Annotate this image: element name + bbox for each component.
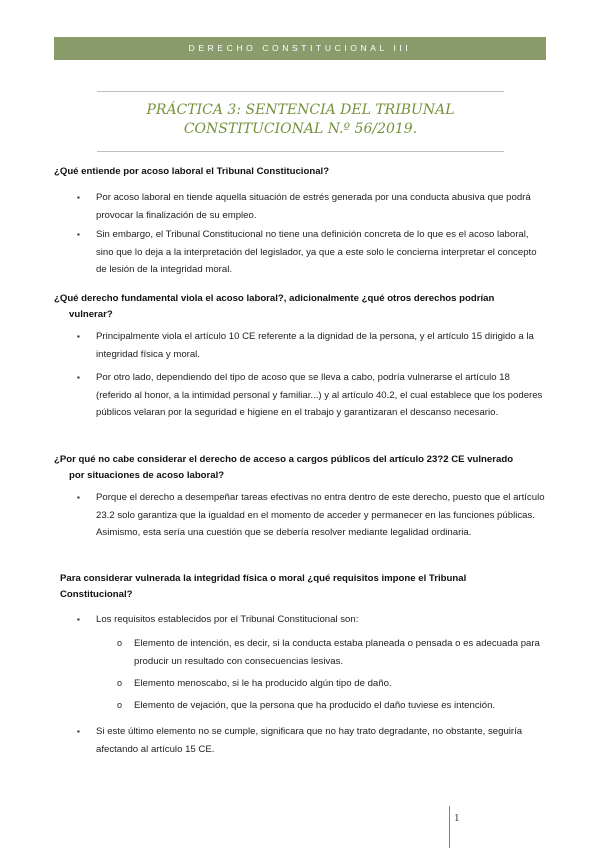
- page-title: [97, 101, 504, 139]
- bullet-icon: ▪: [77, 373, 80, 382]
- course-header-band: [54, 37, 546, 60]
- list-item: [77, 489, 547, 542]
- list-item: [77, 328, 547, 363]
- list-item: [77, 226, 547, 279]
- bullet-text: Si este último elemento no se cumple, significara que no hay trato degradante, no obstante, seguiría afectando al artículo 15 CE.: [96, 726, 523, 755]
- question-4-line-1: Para considerar vulnerada la integridad física o moral ¿qué requisitos impone el Tribunal: [60, 573, 467, 584]
- sub-bullet-text: Elemento menoscabo, si le ha producido algún tipo de daño.: [134, 678, 392, 689]
- question-4: [60, 571, 560, 603]
- sub-list-item: [117, 675, 547, 693]
- footer-divider: [449, 806, 450, 848]
- sub-bullet-text: Elemento de intención, es decir, si la conducta estaba planeada o pensada o es adecuada para producir un resultado con consecuencias lesivas.: [134, 638, 540, 667]
- bullet-icon: ▪: [77, 727, 80, 736]
- question-3-line-2: por situaciones de acoso laboral?: [69, 470, 225, 481]
- list-item: [77, 611, 547, 629]
- list-item: [77, 189, 547, 224]
- circle-bullet-icon: o: [117, 700, 123, 710]
- list-item: [77, 723, 547, 758]
- question-1: ¿Qué entiende por acoso laboral el Tribunal Constitucional?: [54, 166, 330, 177]
- list-item: [77, 369, 547, 422]
- bullet-icon: ▪: [77, 193, 80, 202]
- question-3: [54, 452, 554, 484]
- question-4-line-2: Constitucional?: [60, 589, 133, 600]
- title-bottom-rule: [97, 151, 504, 152]
- bullet-icon: ▪: [77, 332, 80, 341]
- sub-list-item: [117, 697, 547, 715]
- page-number: 1: [454, 812, 460, 824]
- title-line-1: PRÁCTICA 3: SENTENCIA DEL TRIBUNAL: [146, 102, 455, 118]
- question-3-line-1: ¿Por qué no cabe considerar el derecho de acceso a cargos públicos del artículo 23?2 CE vulnerado: [54, 454, 514, 465]
- bullet-icon: ▪: [77, 230, 80, 239]
- title-line-2: CONSTITUCIONAL N.º 56/2019.: [183, 121, 418, 137]
- bullet-text: Sin embargo, el Tribunal Constitucional no tiene una definición concreta de lo que es el acoso laboral, sino que lo deja a la interpretación del legislador, ya que a este solo le concierna interpretar el concepto de lesión de la integridad moral.: [96, 229, 537, 275]
- bullet-icon: ▪: [77, 493, 80, 502]
- bullet-text: Principalmente viola el artículo 10 CE referente a la dignidad de la persona, y el artículo 15 dirigido a la integridad física y moral.: [96, 331, 534, 360]
- sub-list-item: [117, 635, 547, 670]
- question-2-line-1: ¿Qué derecho fundamental viola el acoso laboral?, adicionalmente ¿qué otros derechos podrían: [54, 293, 495, 304]
- bullet-icon: ▪: [77, 615, 80, 624]
- course-name: DERECHO CONSTITUCIONAL III: [188, 43, 412, 53]
- sub-bullet-text: Elemento de vejación, que la persona que ha producido el daño tuviese es intención.: [134, 700, 496, 711]
- circle-bullet-icon: o: [117, 638, 123, 648]
- question-2: [54, 291, 554, 323]
- question-2-line-2: vulnerar?: [69, 309, 113, 320]
- circle-bullet-icon: o: [117, 678, 123, 688]
- bullet-text: Por acoso laboral en tiende aquella situación de estrés generada por una conducta abusiva que podrá provocar la finalización de su empleo.: [96, 192, 531, 221]
- title-top-rule: [97, 91, 504, 92]
- bullet-text: Porque el derecho a desempeñar tareas efectivas no entra dentro de este derecho, puesto que el artículo 23.2 solo garantiza que la igualdad en el momento de acceder y permanecer en las funciones públicas. Asimismo, esta sería una cuestión que se debería resolver mediante legalidad ordinaria.: [96, 492, 545, 538]
- bullet-text: Por otro lado, dependiendo del tipo de acoso que se lleva a cabo, podría vulnerarse el artículo 18 (referido al honor, a la intimidad personal y familiar...) y al artículo 40.2, el cual establece que los poderes públicos velaran por la seguridad e higiene en el trabajo y garantizaran el descanso necesario.: [96, 372, 543, 418]
- bullet-text: Los requisitos establecidos por el Tribunal Constitucional son:: [96, 614, 359, 625]
